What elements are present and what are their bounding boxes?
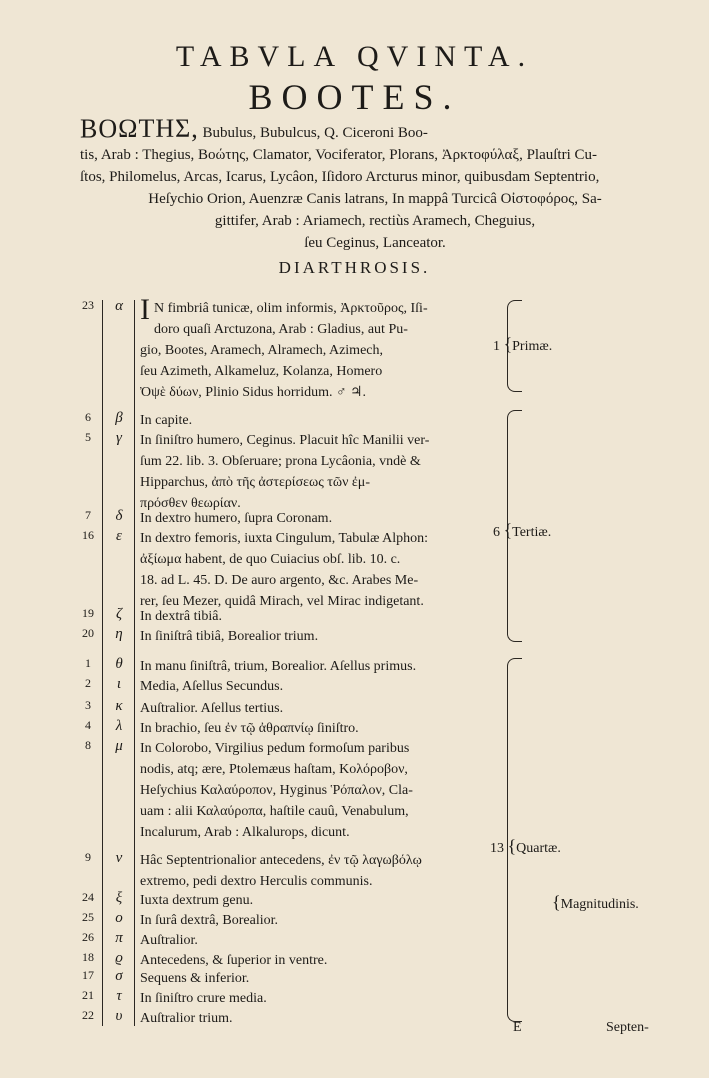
star-description [140,968,500,989]
bayer-letter: ι [116,676,122,692]
bayer-letter: ξ [115,890,123,906]
intro-line-6: ſeu Ceginus, Lanceator. [304,235,446,251]
star-number: 16 [82,528,94,542]
description-line: πρόσθεν θεωρίαν. [140,496,241,511]
star-description [140,718,500,739]
bayer-letter: β [115,410,123,426]
star-description [140,626,500,647]
star-number: 20 [82,626,94,640]
description-line: uam : alii Καλαύροπα, haſtile cauû, Venabulum, [140,804,409,819]
magnitude-quartae-label: Quartæ. [516,841,561,856]
star-number: 4 [85,718,91,732]
magnitude-primae: 1 {Primæ. [493,334,553,354]
star-number: 22 [82,1008,94,1022]
description-line: Auſtralior. Aſellus tertius. [140,701,284,716]
intro-line-1: Bubulus, Bubulcus, Q. Ciceroni Boo- [198,125,428,141]
intro-paragraph [80,114,670,254]
description-line: N fimbriâ tunicæ, olim informis, Ἀρκτοῦρος, Iſi- [154,301,428,316]
description-line: In ſiniſtro humero, Ceginus. Placuit hîc Manilii ver- [140,433,430,448]
description-line: Ὀψὲ δύων, Plinio Sidus horridum. ♂ ♃. [140,385,367,400]
description-line: Iuxta dextrum genu. [140,893,254,908]
table-row [0,508,709,528]
magnitudinis-text: Magnitudinis. [560,897,639,912]
table-row [0,626,709,646]
bayer-letter: ε [116,528,122,544]
description-line: Antecedens, & ſuperior in ventre. [140,953,328,968]
table-row [0,950,709,970]
magnitudinis-label: {Magnitudinis. [552,892,639,912]
description-line: In capite. [140,413,193,428]
bayer-letter: ζ [115,606,123,622]
star-description [140,656,500,677]
star-number: 23 [82,298,94,312]
magnitude-primae-count: 1 [493,339,500,354]
greek-name: ΒΟΩΤΗΣ, [80,114,199,143]
bayer-letter: ο [115,910,123,926]
table-row [0,718,709,738]
description-line: gio, Bootes, Aramech, Alramech, Azimech, [140,343,383,358]
description-line: Hipparchus, ἀπὸ τῆς ἀστερίσεως τῶν ἐμ- [140,475,370,490]
description-line: doro quaſi Arctuzona, Arab : Gladius, aut Pu- [154,322,408,337]
description-line: Sequens & inferior. [140,971,250,986]
bayer-letter: κ [115,698,123,714]
star-number: 7 [85,508,91,522]
star-number: 26 [82,930,94,944]
star-description [140,890,500,911]
description-line: Hâc Septentrionalior antecedens, ἐν τῷ λαγωβόλῳ [140,853,422,868]
bayer-letter: η [115,626,123,642]
description-line: Heſychius Καλαύροπον, Hyginus Ῥόπαλον, Cla- [140,783,413,798]
star-description [140,410,500,431]
intro-line-2: tis, Arab : Thegius, Βοώτης, Clamator, Vociferator, Plorans, Ἀρκτοφύλαξ, Plauſtri Cu- [80,147,598,163]
intro-line-3: ſtos, Philomelus, Arcas, Icarus, Lycâon, Iſidoro Arcturus minor, quibusdam Septentrio, [80,169,600,185]
star-description [140,910,500,931]
star-number: 24 [82,890,94,904]
description-line: In ſiniſtro crure media. [140,991,267,1006]
table-row [0,850,709,889]
magnitude-tertiae: 6 {Tertiæ. [493,520,552,540]
bayer-letter: μ [115,738,123,754]
table-row [0,410,709,430]
table-row [0,698,709,718]
description-line: In ſiniſtrâ tibiâ, Borealior trium. [140,629,319,644]
bayer-letter: ϱ [115,950,123,966]
description-line: ſum 22. lib. 3. Obſeruare; prona Lycâonia, vndè & [140,454,421,469]
table-row [0,656,709,676]
table-row [0,738,709,840]
star-description [140,293,500,403]
description-line: ſeu Azimeth, Alkameluz, Kolanza, Homero [140,364,383,379]
table-row [0,968,709,988]
bayer-letter: σ [115,968,123,984]
description-line: In Colorobo, Virgilius pedum formoſum paribus [140,741,410,756]
intro-line-5: gittifer, Arab : Ariamech, rectiùs Aramech, Cheguius, [214,213,536,229]
description-line: nodis, atq; ære, Ptolemæus haſtam, Κολόροβον, [140,762,408,777]
bayer-letter: δ [115,508,123,524]
description-line: Incalurum, Arab : Alkalurops, dicunt. [140,825,350,840]
magnitude-primae-label: Primæ. [512,339,553,354]
magnitude-tertiae-label: Tertiæ. [512,525,552,540]
bayer-letter: ν [115,850,123,866]
constellation-title: BOOTES. [248,77,461,117]
description-line: In ſurâ dextrâ, Borealior. [140,913,279,928]
star-number: 6 [85,410,91,424]
description-line: extremo, pedi dextro Herculis communis. [140,874,373,889]
description-line: In manu ſiniſtrâ, trium, Borealior. Aſellus primus. [140,659,417,674]
table-row [0,910,709,930]
star-description [140,508,500,529]
description-line: Auſtralior trium. [140,1011,233,1026]
drop-cap: I [140,293,150,326]
star-number: 8 [85,738,91,752]
magnitude-quartae-count: 13 [490,841,504,856]
intro-line-4: Heſychio Orion, Auenzræ Canis latrans, In mappâ Turcicâ Οἰστοφόρος, Sa- [148,191,602,207]
magnitude-tertiae-count: 6 [493,525,500,540]
star-number: 21 [82,988,94,1002]
table-row [0,528,709,609]
star-number: 9 [85,850,91,864]
description-line: 18. ad L. 45. D. De auro argento, &c. Arabes Me- [140,573,419,588]
catchword: Septen- [606,1020,649,1035]
description-line: rer, ſeu Mezer, quidâ Mirach, vel Mirac indigetant. [140,594,424,609]
star-number: 1 [85,656,91,670]
star-description [140,988,500,1009]
description-line: Auſtralior. [140,933,198,948]
table-row [0,1008,709,1028]
star-number: 2 [85,676,91,690]
table-row [0,676,709,696]
star-number: 25 [82,910,94,924]
bayer-letter: γ [116,430,122,446]
table-row [0,988,709,1008]
description-line: Media, Aſellus Secundus. [140,679,284,694]
star-description [140,676,500,697]
bayer-letter: α [115,298,123,314]
star-number: 17 [82,968,94,982]
star-description [140,930,500,951]
table-title: TABVLA QVINTA. [175,40,534,73]
signature-mark: E [513,1020,522,1035]
star-description [140,1008,500,1029]
bayer-letter: λ [115,718,123,734]
star-description [140,698,500,719]
magnitude-quartae: 13 {Quartæ. [490,836,561,856]
bayer-letter: τ [116,988,122,1004]
star-description [140,430,500,514]
star-description [140,606,500,627]
star-number: 3 [85,698,91,712]
star-description [140,850,500,892]
bayer-letter: θ [115,656,123,672]
description-line: In dextro humero, ſupra Coronam. [140,511,333,526]
star-number: 5 [85,430,91,444]
table-row [0,930,709,950]
description-line: In brachio, ſeu ἐν τῷ ἀθραπνίῳ ſiniſtro. [140,721,359,736]
star-description [140,528,500,612]
table-row [0,430,709,511]
section-heading: DIARTHROSIS. [278,258,431,277]
table-row [0,606,709,626]
description-line: In dextro femoris, iuxta Cingulum, Tabulæ Alphon: [140,531,429,546]
star-number: 18 [82,950,94,964]
bayer-letter: υ [115,1008,123,1024]
description-line: ἀξίωμα habent, de quo Cuiacius obſ. lib. 10. c. [140,552,401,567]
star-description [140,738,500,843]
star-number: 19 [82,606,94,620]
description-line: In dextrâ tibiâ. [140,609,223,624]
bayer-letter: π [115,930,123,946]
